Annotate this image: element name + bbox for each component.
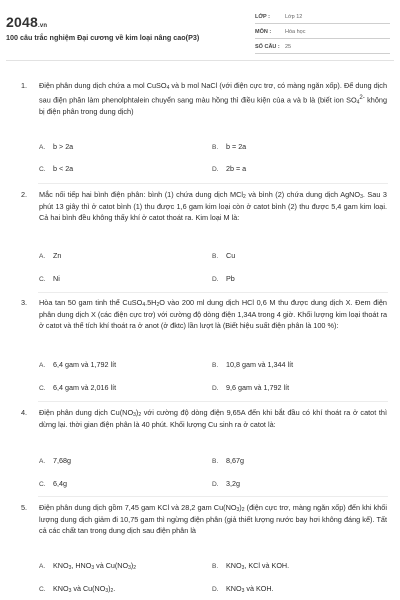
site-logo[interactable] <box>6 14 47 30</box>
option-text: 3,2g <box>226 479 240 488</box>
option-d[interactable] <box>212 383 289 392</box>
meta-subject <box>255 28 390 39</box>
option-c[interactable] <box>39 164 73 173</box>
question-divider <box>38 292 388 293</box>
logo-suffix: .vn <box>37 23 48 29</box>
option-text: 9,6 gam và 1,792 lít <box>226 383 290 392</box>
question-divider <box>38 496 388 497</box>
question-divider <box>38 183 388 184</box>
option-text: $KNO_3$ và $Cu(NO_3)_2$. <box>53 584 116 594</box>
option-b[interactable] <box>212 142 246 151</box>
option-text: $KNO_3$, $HNO_3$ và $Cu(NO_3)_2$ <box>53 561 137 571</box>
option-text: 10,8 gam và 1,344 lít <box>226 360 294 369</box>
option-text: Pb <box>226 274 235 283</box>
question-number: 3. <box>21 298 28 307</box>
meta-value: Hóa học <box>285 29 306 35</box>
question-stem: Hòa tan 50 gam tinh thể $CuSO_4.5H_2O$ vào 200 ml dung dịch HCl 0,6 M thu được dung dịch X. Đem điện phân dung dịch X (các điện cực trơ) với cường độ dòng điện 1,34A trong 4 giờ. Khối lượng kim loại thoát ra ở catot và thể tích khí thoát ra ở anot (ở đktc) lần lượt là (Biết hiệu suất điện phân là 100 %): <box>39 298 387 331</box>
option-b[interactable] <box>212 456 244 465</box>
option-letter: B. <box>212 362 219 369</box>
question-number: 1. <box>21 81 28 90</box>
question-number: 2. <box>21 190 28 199</box>
option-d[interactable] <box>212 274 235 283</box>
option-text: 7,68g <box>53 456 71 465</box>
option-text: b > 2a <box>53 142 74 151</box>
option-c[interactable] <box>39 274 60 283</box>
option-text: 8,67g <box>226 456 244 465</box>
option-d[interactable] <box>212 479 240 488</box>
meta-question-count <box>255 43 390 54</box>
option-letter: D. <box>212 166 219 173</box>
option-letter: D. <box>212 586 219 593</box>
option-letter: B. <box>212 458 219 465</box>
option-text: Cu <box>226 251 236 260</box>
option-letter: A. <box>39 253 46 260</box>
option-letter: C. <box>39 385 46 392</box>
option-text: 6,4g <box>53 479 67 488</box>
option-letter: C. <box>39 166 46 173</box>
option-a[interactable] <box>39 360 116 369</box>
document-title: 100 câu trắc nghiệm Đại cương về kim loại nâng cao(P3) <box>6 33 200 42</box>
option-a[interactable] <box>39 456 71 465</box>
question-stem: Điện phân dung dịch $Cu(NO_3)_2$ với cường độ dòng điện 9,65A đến khi bắt đầu có khí thoát ra ở catot thì dừng lại. thời gian điện phân là 40 phút. Khối lượng Cu sinh ra ở catot là: <box>39 408 387 429</box>
question-stem: Điện phân dung dịch chứa a mol CuSO$_4$ và b mol NaCl (với điện cực trơ, có màng ngăn xốp). Để dung dịch sau điện phân làm phenolphtalein chuyển sang màu hồng thì điều kiện của a và b là (biết ion $SO_4^{2-}$ không bị điện phân trong dung dịch) <box>39 81 387 116</box>
option-d[interactable] <box>212 164 246 173</box>
question-divider <box>38 401 388 402</box>
option-letter: D. <box>212 385 219 392</box>
option-letter: D. <box>212 481 219 488</box>
option-text: 2b = a <box>226 164 247 173</box>
option-letter: A. <box>39 362 46 369</box>
option-text: 6,4 gam và 2,016 lít <box>53 383 117 392</box>
option-d[interactable] <box>212 584 274 593</box>
option-text: Ni <box>53 274 60 283</box>
option-letter: A. <box>39 563 46 570</box>
question-number: 5. <box>21 503 28 512</box>
option-text: $KNO_3$, KCl và KOH. <box>226 561 290 571</box>
option-letter: C. <box>39 276 46 283</box>
option-letter: A. <box>39 458 46 465</box>
meta-label: MÔN : <box>255 29 272 35</box>
option-letter: D. <box>212 276 219 283</box>
logo-text: 2048 <box>6 14 38 30</box>
option-c[interactable] <box>39 479 67 488</box>
option-a[interactable] <box>39 561 136 570</box>
option-text: 6,4 gam và 1,792 lít <box>53 360 117 369</box>
question-number: 4. <box>21 408 28 417</box>
option-letter: B. <box>212 563 219 570</box>
option-a[interactable] <box>39 251 61 260</box>
option-letter: A. <box>39 144 46 151</box>
option-b[interactable] <box>212 561 289 570</box>
option-text: b < 2a <box>53 164 74 173</box>
meta-value: 25 <box>285 44 292 50</box>
question-stem: Điện phân dung dịch gồm 7,45 gam KCl và 28,2 gam $Cu(NO_3)_2$ (điện cực trơ, màng ngăn xốp) đến khi khối lượng dung dịch giảm đi 10,75 gam thì ngừng điện phân (giả thiết lượng nước bay hơi không đáng kể). Tất cả các chất tan trong dung dịch sau điện phân là <box>39 503 387 536</box>
option-text: Zn <box>53 251 62 260</box>
question-stem: Mắc nối tiếp hai bình điện phân: bình (1) chứa dung dịch MCl$_2$ và bình (2) chứa dung dịch AgNO$_3$. Sau 3 phút 13 giây thì ở catot bình (1) thu được 1,6 gam kim loại còn ở catot bình (2) thu được 5,4 gam kim loại. Cả hai bình đều không thấy khí ở catot thoát ra. Kim loại M là: <box>39 190 387 223</box>
meta-label: LỚP : <box>255 14 270 20</box>
option-a[interactable] <box>39 142 73 151</box>
option-text: b = 2a <box>226 142 247 151</box>
option-c[interactable] <box>39 584 115 593</box>
option-c[interactable] <box>39 383 116 392</box>
option-text: $KNO_3$ và KOH. <box>226 584 274 594</box>
page-header <box>0 0 400 62</box>
meta-class <box>255 13 390 24</box>
option-letter: C. <box>39 586 46 593</box>
meta-label: SỐ CÂU : <box>255 44 280 50</box>
option-letter: B. <box>212 144 219 151</box>
option-b[interactable] <box>212 360 293 369</box>
option-letter: B. <box>212 253 219 260</box>
option-b[interactable] <box>212 251 235 260</box>
header-divider <box>6 60 394 61</box>
option-letter: C. <box>39 481 46 488</box>
meta-value: Lớp 12 <box>285 14 303 20</box>
